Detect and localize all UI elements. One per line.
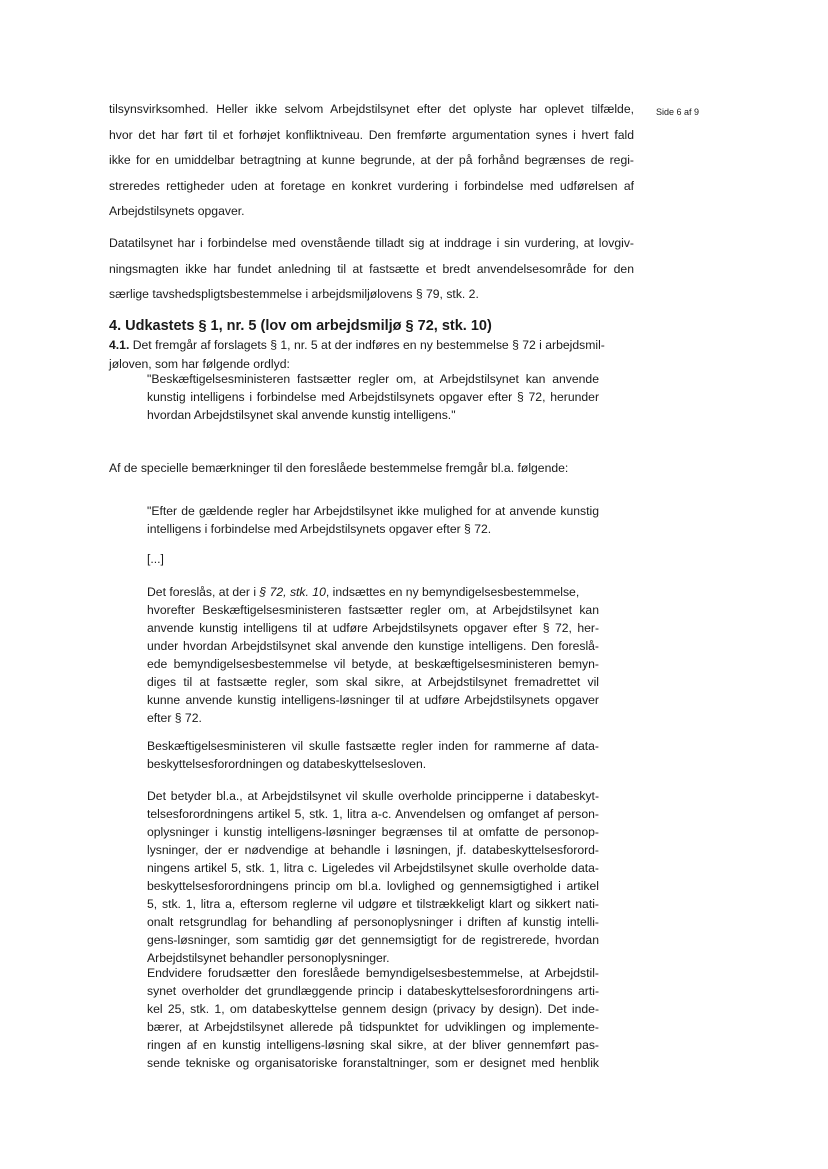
q2-line: "Efter de gældende regler har Arbejdstilsynet ikke mulighed for at anvende kunstig	[147, 504, 599, 518]
p1-line: Arbejdstilsynets opgaver.	[109, 204, 245, 218]
q5-line: telsesforordningens artikel 5, stk. 1, litra a-c. Anvendelsen og omfanget af person-	[147, 807, 599, 821]
q5-line: oplysninger i kunstig intelligens-løsninger begrænses til at omfatte de personop-	[147, 825, 599, 839]
q3-line: anvende kunstig intelligens til at udføre Arbejdstilsynets opgaver efter § 72, her-	[147, 621, 599, 635]
q3-line: under hvordan Arbejdstilsynet skal anvende den kunstige intelligens. Den foreslå-	[147, 639, 599, 653]
q6-line: synet overholder det grundlæggende princip i databeskyttelsesforordningens arti-	[147, 984, 599, 998]
q4-line: Beskæftigelsesministeren vil skulle fastsætte regler inden for rammerne af data-	[147, 739, 599, 753]
q1-line: hvordan Arbejdstilsynet skal anvende kunstig intelligens."	[147, 408, 456, 422]
section-heading: 4. Udkastets § 1, nr. 5 (lov om arbejdsmiljø § 72, stk. 10)	[109, 318, 492, 334]
p1-line: streredes rettigheder uden at foretage en konkret vurdering i forbindelse med udførelsen af	[109, 178, 634, 193]
p2-line: Datatilsynet har i forbindelse med ovenstående tilladt sig at inddrage i sin vurdering, at lovgiv-	[109, 236, 634, 250]
q1-line: "Beskæftigelsesministeren fastsætter regler om, at Arbejdstilsynet kan anvende	[147, 372, 599, 386]
q6-line: kel 25, stk. 1, om databeskyttelse gennem design (privacy by design). Det inde-	[147, 1002, 599, 1016]
q6-line: bærer, at Arbejdstilsynet allerede på tidspunktet for udviklingen og implemente-	[147, 1020, 599, 1034]
p1-line: ikke for en umiddelbar betragtning at kunne begrunde, at der på forhånd begrænses de regi-	[109, 153, 634, 167]
q6-line: ringen af en kunstig intelligens-løsning skal sikre, at der bliver gennemført pas-	[147, 1038, 599, 1052]
q5-line: beskyttelsesforordningens princip om bl.a. lovlighed og gennemsigtighed i artikel	[147, 879, 599, 893]
p1-line: hvor det har ført til et forhøjet konfliktniveau. Den fremførte argumentation synes i hvert fald	[109, 127, 634, 142]
intro-line: Af de specielle bemærkninger til den foreslåede bestemmelse fremgår bl.a. følgende:	[109, 461, 569, 475]
q5-line: Det betyder bl.a., at Arbejdstilsynet vil skulle overholde principperne i databeskyt-	[147, 789, 599, 803]
q1-line: kunstig intelligens i forbindelse med Arbejdstilsynets opgaver efter § 72, herunder	[147, 390, 599, 404]
q5-line: 5, stk. 1, litra a, eftersom reglerne vil udgøre et tilstrækkeligt klart og sikkert nati-	[147, 897, 599, 911]
subsection-line-1	[109, 339, 605, 351]
quote-3-text-a: Det foreslås, at der i	[147, 585, 260, 599]
q3-line: hvorefter Beskæftigelsesministeren fastsætter regler om, at Arbejdstilsynet kan	[147, 603, 599, 617]
subsection-line-2: jøloven, som har følgende ordlyd:	[109, 357, 290, 371]
subsection-label: 4.1.	[109, 338, 130, 352]
ellipsis: [...]	[147, 552, 164, 566]
q6-line: Endvidere forudsætter den foreslåede bemyndigelsesbestemmelse, at Arbejdstil-	[147, 966, 599, 980]
q3-line: kunne anvende kunstig intelligens-løsninger til at udføre Arbejdstilsynets opgaver	[147, 693, 599, 707]
q5-line: lysninger, der er nødvendige at behandle i løsningen, jf. databeskyttelsesforord-	[147, 843, 599, 857]
subsection-text: Det fremgår af forslagets § 1, nr. 5 at der indføres en ny bestemmelse § 72 i arbejdsmil-	[129, 338, 605, 352]
q5-line: onalt retsgrundlag for behandling af personoplysninger i driften af kunstig intelli-	[147, 915, 599, 929]
quote-3-text-b: , indsættes en ny bemyndigelsesbestemmelse,	[325, 585, 580, 599]
quote-3-line-1	[147, 586, 599, 598]
q2-line: intelligens i forbindelse med Arbejdstilsynets opgaver efter § 72.	[147, 522, 492, 536]
p2-line: særlige tavshedspligtsbestemmelse i arbejdsmiljølovens § 79, stk. 2.	[109, 287, 479, 301]
q4-line: beskyttelsesforordningen og databeskyttelsesloven.	[147, 757, 427, 771]
quote-3-reference: § 72, stk. 10	[259, 585, 326, 599]
q6-line: sende tekniske og organisatoriske foranstaltninger, som er designet med henblik	[147, 1056, 599, 1070]
q5-line: ningens artikel 5, stk. 1, litra c. Ligeledes vil Arbejdstilsynet skulle overholde data-	[147, 861, 599, 875]
page-number: Side 6 af 9	[656, 107, 700, 117]
q3-line: ede bemyndigelsesbestemmelse vil betyde, at beskæftigelsesministeren bemyn-	[147, 657, 599, 671]
q5-line: gens-løsninger, som samtidig gør det gennemsigtigt for de registrerede, hvordan	[147, 933, 599, 947]
p2-line: ningsmagten ikke har fundet anledning til at fastsætte et bredt anvendelsesområde for den	[109, 261, 634, 276]
q3-line: diges til at fastsætte regler, som skal sikre, at Arbejdstilsynet fremadrettet vil	[147, 675, 599, 689]
p1-line: tilsynsvirksomhed. Heller ikke selvom Arbejdstilsynet efter det oplyste har oplevet tilfælde,	[109, 102, 634, 116]
q3-line: efter § 72.	[147, 711, 202, 725]
q5-line: Arbejdstilsynet behandler personoplysninger.	[147, 951, 390, 965]
